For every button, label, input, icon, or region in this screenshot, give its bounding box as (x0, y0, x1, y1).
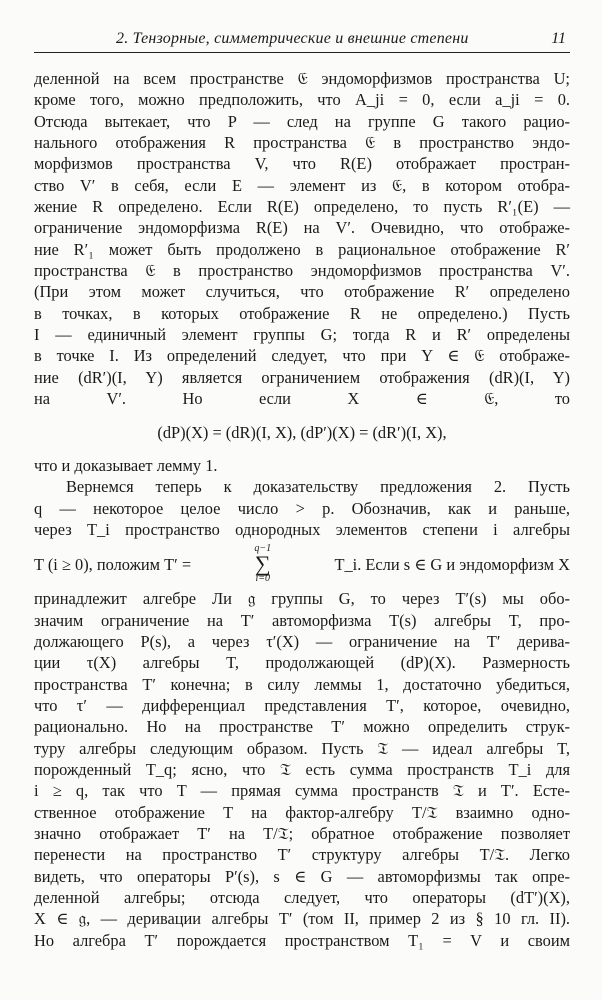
summation-upper-limit: q−1 (254, 543, 272, 555)
paragraph-1 (34, 68, 570, 410)
text-line: пространства 𝔈 в пространство эндоморфизмов пространства V′. (34, 261, 570, 281)
text-line: деленной на всем пространстве 𝔈 эндоморфизмов пространства U; (34, 69, 570, 88)
text-line: видеть, что операторы P′(s), s ∈ G — автоморфизмы так опре- (34, 866, 570, 886)
text-line: нального отображения R пространства 𝔈 в пространство эндо- (34, 133, 570, 153)
text-line: (При этом может случиться, что отображение R′ определено (34, 282, 570, 302)
text-line: через T_i пространство однородных элементов степени i алгебры (34, 519, 570, 539)
text-line: в точках, в которых отображение R не определено.) Пусть (34, 303, 570, 323)
text-line: что τ′ — дифференциал представления T′, которое, очевидно, (34, 695, 570, 715)
body-text (34, 68, 570, 951)
text-line: q — некоторое целое число > p. Обозначив, как и раньше, (34, 498, 570, 518)
text-line: I — единичный элемент группы G; тогда R и R′ определены (34, 325, 570, 345)
text-line: принадлежит алгебре Ли 𝔤 группы G, то через T′(s) мы обо- (34, 589, 570, 609)
text-line: морфизмов пространства V, что R(E) отображает простран- (34, 154, 570, 174)
text-line: деленной алгебры; отсюда следует, что операторы (dT′)(X), (34, 888, 570, 908)
summation-operator (254, 544, 271, 584)
summation-lower-limit: i=0 (255, 573, 271, 585)
page-header (34, 30, 570, 53)
text-line: значно отображает T′ на T/𝔗; обратное отображение позволяет (34, 824, 570, 843)
summation-sigma: ∑ (254, 551, 271, 577)
text-line: туру алгебры следующим образом. Пусть 𝔗 — идеал алгебры T, (34, 738, 570, 758)
text-line: ние (dR′)(I, Y) является ограничением отображения (dR)(I, Y) (34, 367, 570, 387)
text-line: значим ограничение на T′ автоморфизма T(s) алгебры T, про- (34, 610, 570, 630)
text-line: порожденный T_q; ясно, что 𝔗 есть сумма пространств T_i для (34, 759, 570, 779)
summation-left: T (i ≥ 0), положим T′ = (34, 554, 192, 574)
summation-right: T_i. Если s ∈ G и эндоморфизм X (334, 554, 570, 574)
paragraph-2 (34, 476, 570, 540)
text-line: рационально. Но на пространстве T′ можно определить струк- (34, 717, 570, 737)
text-line: кроме того, можно предположить, что A_ji = 0, если a_ji = 0. (34, 90, 570, 110)
text-line: жение R определено. Если R(E) определено, то пусть R′₁(E) — (34, 197, 570, 217)
text-line: на V′. Но если X ∈ 𝔈, то (34, 389, 570, 409)
text-line: пространства T′ конечна; в силу леммы 1, достаточно убедиться, (34, 674, 570, 694)
text-line: Отсюда вытекает, что P — след на группе G такого рацио- (34, 111, 570, 131)
display-formula: (dP)(X) = (dR)(I, X), (dP′)(X) = (dR′)(I, X), (157, 422, 447, 442)
page-number: 11 (551, 30, 566, 47)
paragraph-3 (34, 588, 570, 951)
text-line: ние R′₁ может быть продолжено в рациональное отображение R′ (34, 239, 570, 259)
text-line: Вернемся теперь к доказательству предложения 2. Пусть (66, 477, 570, 497)
text-line: ограничение эндоморфизма R(E) на V′. Очевидно, что отображе- (34, 218, 570, 238)
summation-line (34, 544, 570, 584)
text-line: должающего P(s), а через τ′(X) — ограничение на T′ дерива- (34, 631, 570, 651)
text-line: перенести на пространство T′ структуру алгебры T/𝔗. Легко (34, 845, 570, 865)
text-line: в точке I. Из определений следует, что при Y ∈ 𝔈 отображе- (34, 346, 570, 366)
text-line: ство V′ в себя, если E — элемент из 𝔈, в котором отобра- (34, 175, 571, 195)
text-line: Но алгебра T′ порождается пространством T₁ = V и своим (34, 930, 570, 950)
text-line: i ≥ q, так что T — прямая сумма пространств 𝔗 и T′. Есте- (34, 781, 570, 801)
text-line: ции τ(X) алгебры T, продолжающей (dP)(X). Размерность (34, 653, 570, 673)
formula-conclusion: что и доказывает лемму 1. (34, 455, 218, 475)
text-line: ственное отображение T на фактор-алгебру T/𝔗 взаимно одно- (34, 802, 570, 822)
running-title: 2. Тензорные, симметрические и внешние степени (116, 30, 469, 47)
text-line: X ∈ 𝔤, — деривации алгебры T′ (том II, пример 2 из § 10 гл. II). (34, 909, 570, 929)
